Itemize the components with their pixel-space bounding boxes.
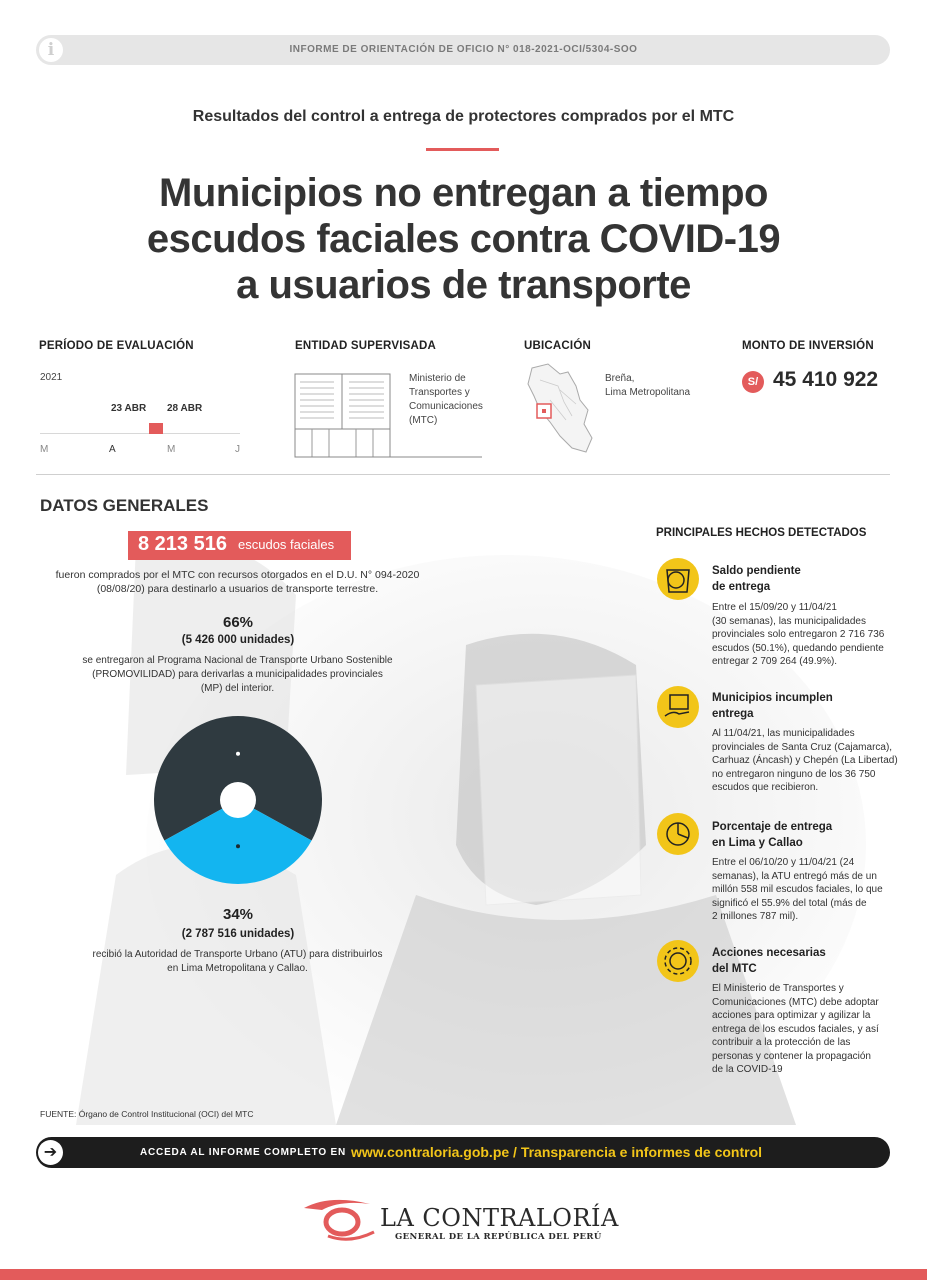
face-shield-icon (657, 558, 699, 600)
subtitle: Resultados del control a entrega de protectores comprados por el MTC (192, 108, 735, 125)
count-unit: escudos faciales (238, 537, 335, 552)
share-b-text: recibió la Autoridad de Transporte Urbano (ATU) para distribuirlos en Lima Metropolitana y Callao. (92, 949, 383, 974)
fact-title: Acciones necesarias del MTC (712, 947, 826, 975)
headline-line: a usuarios de transporte (236, 263, 691, 307)
investment-label: MONTO DE INVERSIÓN (742, 340, 874, 352)
fact-body: Al 11/04/21, las municipalidades provinciales de Santa Cruz (Cajamarca), Carhuaz (Áncash) y Chepén (La Libertad) no entregaron ninguno de los 36 750 escudos que recibieron. (712, 728, 898, 793)
entity-name: Ministerio de Transportes y Comunicaciones (MTC) (409, 373, 483, 426)
purchase-note: fueron comprados por el MTC con recursos otorgados en el D.U. N° 094-2020 (08/08/20) para destinarlo a usuarios de transporte terrestre. (55, 569, 420, 595)
peru-map-icon (520, 360, 600, 460)
logo-subtitle: GENERAL DE LA REPÚBLICA DEL PERÚ (395, 1232, 602, 1242)
fact-title: Municipios incumplen entrega (712, 692, 833, 720)
period-label: PERÍODO DE EVALUACIÓN (39, 340, 194, 352)
footer-accent-bar (0, 1269, 927, 1280)
fact-title: Saldo pendiente de entrega (712, 565, 801, 593)
location-label: UBICACIÓN (524, 340, 591, 352)
share-a-percent: 66% (222, 614, 254, 631)
distribution-donut-chart (150, 712, 326, 888)
fact-body: El Ministerio de Transportes y Comunicaciones (MTC) debe adoptar acciones para optimizar y agilizar la entrega de los escudos faciales, y así contribuir a la protección de las personas y contener la propagación de la COVID-19 (712, 983, 879, 1075)
share-a-units: (5 426 000 unidades) (181, 634, 295, 646)
share-b-percent: 34% (222, 906, 254, 923)
donut-hole (220, 782, 256, 818)
report-link[interactable]: www.contraloria.gob.pe / Transparencia e informes de control (351, 1144, 763, 1160)
headline-line: Municipios no entregan a tiempo (159, 171, 768, 215)
facts-title: PRINCIPALES HECHOS DETECTADOS (656, 527, 867, 539)
share-a-text: se entregaron al Programa Nacional de Transporte Urbano Sostenible (PROMOVILIDAD) para derivarlas a municipalidades provinciales (MP) del interior. (82, 655, 393, 694)
slice-marker-1 (236, 752, 240, 756)
timeline-period-marker (149, 423, 163, 434)
fact-body: Entre el 06/10/20 y 11/04/21 (24 semanas), la ATU entregó más de un millón 558 mil escudos faciales, lo que significó el 55.9% del total (más de 2 millones 787 mil). (712, 857, 883, 922)
headline-line: escudos faciales contra COVID-19 (146, 217, 781, 261)
section-divider (36, 474, 890, 475)
period-year: 2021 (40, 372, 63, 383)
timeline-month: M (167, 444, 176, 455)
location-text: Breña, Lima Metropolitana (605, 373, 691, 398)
source-note: FUENTE: Órgano de Control Institucional (OCI) del MTC (40, 1109, 254, 1119)
period-start: 23 ABR (111, 403, 147, 414)
timeline-month: M (40, 444, 49, 455)
logo-name: LA CONTRALORÍA (380, 1204, 619, 1232)
contraloria-logo-icon (300, 1196, 378, 1244)
face-shield-count: 8 213 516 (138, 533, 227, 555)
pie-chart-icon (657, 813, 699, 855)
arrow-right-icon[interactable]: ➔ (38, 1140, 63, 1165)
period-end: 28 ABR (167, 403, 203, 414)
currency-badge: S/ (742, 371, 764, 393)
report-id: INFORME DE ORIENTACIÓN DE OFICIO N° 018-2021-OCI/5304-SOO (289, 44, 638, 55)
entity-label: ENTIDAD SUPERVISADA (295, 340, 436, 352)
timeline-axis (40, 433, 240, 434)
fact-body: Entre el 15/09/20 y 11/04/21 (30 semanas), las municipalidades provinciales solo entregaron 2 716 736 escudos (50.1%), quedando pendiente entregar 2 709 264 (49.9%). (712, 602, 885, 667)
link-lead-text: ACCEDA AL INFORME COMPLETO EN (140, 1147, 346, 1158)
investment-amount: 45 410 922 (773, 368, 879, 391)
general-data-title: DATOS GENERALES (40, 496, 209, 515)
share-b-units: (2 787 516 unidades) (181, 928, 295, 940)
headline (0, 170, 927, 308)
timeline-month: J (235, 444, 240, 455)
slice-marker-2 (236, 844, 240, 848)
gear-icon (657, 940, 699, 982)
fact-title: Porcentaje de entrega en Lima y Callao (712, 821, 833, 849)
title-divider (426, 148, 499, 151)
timeline-month: A (109, 444, 116, 455)
box-delivery-icon (657, 686, 699, 728)
info-icon: i (39, 38, 63, 62)
